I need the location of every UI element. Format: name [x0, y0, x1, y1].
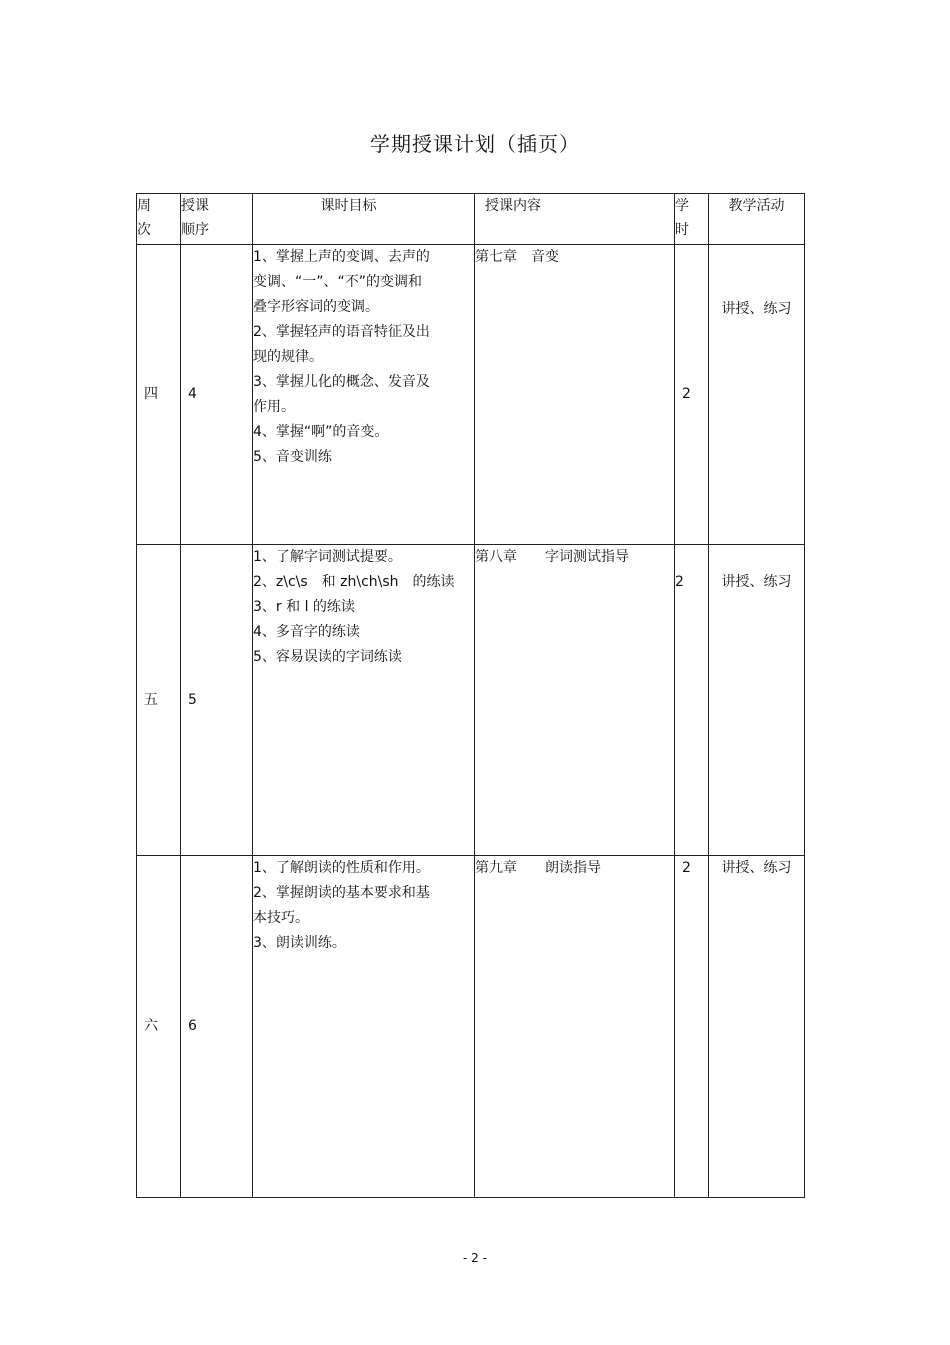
goal-line: 1、掌握上声的变调、去声的: [253, 249, 430, 265]
header-goals: 课时目标: [253, 194, 475, 245]
hours-cell: 2: [675, 545, 709, 856]
goal-line: 4、掌握“啊”的音变。: [253, 424, 389, 440]
page-number: - 2 -: [463, 1251, 487, 1265]
header-order: 授课 顺序: [181, 194, 253, 245]
header-week: 周 次: [137, 194, 181, 245]
course-plan-table: [136, 193, 805, 1198]
goal-line: 4、多音字的练读: [253, 624, 360, 640]
table-row: [137, 545, 805, 856]
goal-line: 变调、“一”、“不”的变调和: [253, 274, 423, 290]
goal-line: 2、掌握朗读的基本要求和基: [253, 885, 430, 901]
goals-cell: [253, 245, 475, 545]
table-row: [137, 856, 805, 1198]
goal-line: 5、容易误读的字词练读: [253, 649, 402, 665]
hours-cell: 2: [675, 245, 709, 545]
goal-line: 叠字形容词的变调。: [253, 299, 379, 315]
goals-cell: [253, 856, 475, 1198]
week-cell: 四: [137, 245, 181, 545]
order-cell: 4: [181, 245, 253, 545]
page-title: 学期授课计划（插页）: [370, 132, 580, 156]
content-cell: 第八章 字词测试指导: [475, 545, 675, 856]
activity-cell: 讲授、练习: [709, 856, 805, 1198]
header-content: 授课内容: [475, 194, 675, 245]
goal-line: 5、音变训练: [253, 449, 332, 465]
header-row: [137, 194, 805, 245]
header-hours: 学 时: [675, 194, 709, 245]
activity-cell: 讲授、练习: [709, 245, 805, 545]
week-cell: 六: [137, 856, 181, 1198]
goal-line: 3、朗读训练。: [253, 935, 346, 951]
content-cell: 第七章 音变: [475, 245, 675, 545]
activity-cell: 讲授、练习: [709, 545, 805, 856]
goal-line: 现的规律。: [253, 349, 323, 365]
table-row: [137, 245, 805, 545]
order-cell: 5: [181, 545, 253, 856]
content-cell: 第九章 朗读指导: [475, 856, 675, 1198]
goals-cell: [253, 545, 475, 856]
goal-line: 作用。: [253, 399, 295, 415]
header-activity: 教学活动: [709, 194, 805, 245]
hours-cell: 2: [675, 856, 709, 1198]
order-cell: 6: [181, 856, 253, 1198]
goal-line: 3、掌握儿化的概念、发音及: [253, 374, 430, 390]
goal-line: 2、掌握轻声的语音特征及出: [253, 324, 430, 340]
goal-line: 1、了解朗读的性质和作用。: [253, 860, 430, 876]
goal-line: 3、r 和 l 的练读: [253, 599, 355, 615]
goal-line: 本技巧。: [253, 910, 309, 926]
goal-line: 1、了解字词测试提要。: [253, 549, 402, 565]
week-cell: 五: [137, 545, 181, 856]
goal-line: 2、z\c\s 和 zh\ch\sh 的练读: [253, 574, 455, 590]
